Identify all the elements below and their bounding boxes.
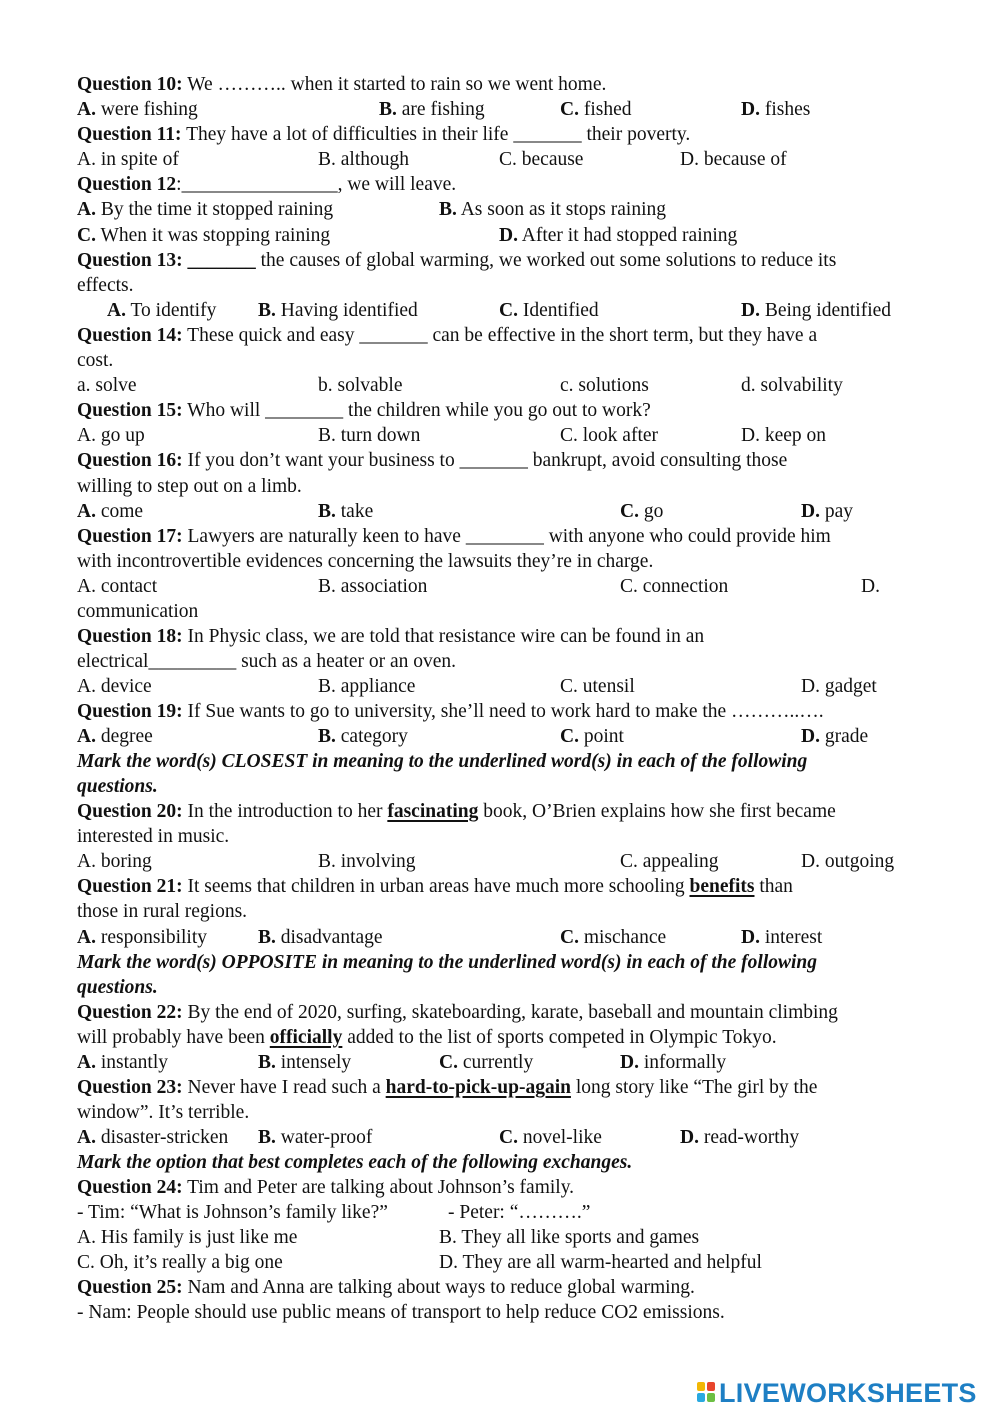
option-d-text[interactable]: communication <box>77 601 199 622</box>
question-text: We ……….. when it started to rain so we went home. <box>182 74 607 95</box>
question-number: Question 23: <box>77 1077 183 1098</box>
option-c[interactable]: C. go <box>620 501 664 522</box>
option-a[interactable]: A. boring <box>77 851 152 872</box>
option-b[interactable]: B. take <box>318 501 374 522</box>
option-d[interactable]: D. read-worthy <box>680 1127 800 1148</box>
option-c[interactable]: C. mischance <box>560 927 667 948</box>
option-c[interactable]: C. Oh, it’s really a big one <box>77 1252 283 1273</box>
question-19-options <box>0 724 1000 749</box>
question-17-options <box>0 574 1000 599</box>
question-17-cont: with incontrovertible evidences concerning the lawsuits they’re in charge. <box>77 551 654 572</box>
logo-square <box>697 1382 705 1391</box>
question-13-options <box>0 298 1000 323</box>
question-12: Question 12:________________, we will leave. <box>77 174 457 195</box>
option-c[interactable]: C. look after <box>560 425 659 446</box>
question-21-cont: those in rural regions. <box>77 901 248 922</box>
question-number: Question 16: <box>77 450 183 471</box>
underlined-word: officially <box>269 1027 343 1048</box>
dialogue-nam: - Nam: People should use public means of transport to help reduce CO2 emissions. <box>77 1302 725 1323</box>
option-c[interactable]: C. novel-like <box>499 1127 602 1148</box>
question-15: Question 15: Who will ________ the children while you go out to work? <box>77 400 651 421</box>
question-10 <box>0 72 1000 97</box>
answer-blank: _______ <box>359 325 428 346</box>
question-number: Question 19: <box>77 701 183 722</box>
question-14-cont: cost. <box>77 350 114 371</box>
question-14-options <box>0 373 1000 398</box>
question-22-cont: will probably have been officially added to the list of sports competed in Olympic Tokyo. <box>77 1027 777 1048</box>
answer-blank: ________________ <box>181 174 338 195</box>
question-15-options <box>0 423 1000 448</box>
question-14: Question 14: These quick and easy _______ can be effective in the short term, but they have a <box>77 325 818 346</box>
question-20-options <box>0 849 1000 874</box>
option-d[interactable]: D. Being identified <box>741 300 892 321</box>
option-a[interactable]: A. in spite of <box>77 149 179 170</box>
option-d[interactable]: D. They are all warm-hearted and helpful <box>439 1252 762 1273</box>
option-b[interactable]: B. appliance <box>318 676 416 697</box>
option-d[interactable]: D. outgoing <box>801 851 895 872</box>
question-number: Question 11: <box>77 124 182 145</box>
instruction-opposite-cont: questions. <box>77 977 158 998</box>
logo-mark-icon <box>697 1382 717 1404</box>
answer-blank: ________ <box>265 400 344 421</box>
option-b[interactable]: B. are fishing <box>379 99 485 120</box>
option-c[interactable]: C. appealing <box>620 851 719 872</box>
option-a[interactable]: A. instantly <box>77 1052 169 1073</box>
question-12-options-row1 <box>0 197 1000 222</box>
dialogue-peter: - Peter: “……….” <box>448 1202 591 1223</box>
option-d[interactable]: D. fishes <box>741 99 811 120</box>
option-c[interactable]: C. connection <box>620 576 729 597</box>
question-23: Question 23: Never have I read such a hard-to-pick-up-again long story like “The girl by the <box>77 1077 818 1098</box>
option-a[interactable]: A. go up <box>77 425 145 446</box>
option-b[interactable]: B. turn down <box>318 425 421 446</box>
liveworksheets-logo <box>697 1376 977 1410</box>
option-c[interactable]: C. fished <box>560 99 632 120</box>
logo-square <box>697 1393 705 1402</box>
option-b[interactable]: B. category <box>318 726 408 747</box>
option-b[interactable]: B. They all like sports and games <box>439 1227 700 1248</box>
instruction-closest-cont: questions. <box>77 776 158 797</box>
question-13: Question 13: _______ the causes of global warming, we worked out some solutions to reduce its <box>77 250 837 271</box>
question-22: Question 22: By the end of 2020, surfing, skateboarding, karate, baseball and mountain climbing <box>77 1002 838 1023</box>
question-number: Question 12 <box>77 174 177 195</box>
answer-blank: _______ <box>459 450 528 471</box>
question-18-cont: electrical_________ such as a heater or an oven. <box>77 651 457 672</box>
question-25-dialogue <box>0 1300 1000 1325</box>
question-20-cont: interested in music. <box>77 826 230 847</box>
option-d[interactable]: D. pay <box>801 501 853 522</box>
question-number: Question 25: <box>77 1277 183 1298</box>
option-d[interactable]: D. After it had stopped raining <box>499 225 738 246</box>
option-c[interactable]: C. When it was stopping raining <box>77 225 331 246</box>
underlined-word: fascinating <box>387 801 479 822</box>
question-number: Question 13: <box>77 250 183 271</box>
option-a[interactable]: A. come <box>77 501 144 522</box>
question-17: Question 17: Lawyers are naturally keen to have ________ with anyone who could provide him <box>77 526 831 547</box>
option-b[interactable]: B. water-proof <box>258 1127 373 1148</box>
question-number: Question 18: <box>77 626 183 647</box>
option-a[interactable]: A. device <box>77 676 152 697</box>
question-24-dialogue <box>0 1200 1000 1225</box>
question-16: Question 16: If you don’t want your business to _______ bankrupt, avoid consulting those <box>77 450 788 471</box>
option-b[interactable]: B. As soon as it stops raining <box>439 199 666 220</box>
option-b[interactable]: B. involving <box>318 851 416 872</box>
question-12-options-row2 <box>0 223 1000 248</box>
option-d[interactable]: D. because of <box>680 149 787 170</box>
option-b[interactable]: B. disadvantage <box>258 927 383 948</box>
question-21-options <box>0 925 1000 950</box>
option-a[interactable]: A. By the time it stopped raining <box>77 199 334 220</box>
answer-blank: _______ <box>182 250 256 271</box>
logo-square <box>707 1393 715 1402</box>
question-16-options <box>0 499 1000 524</box>
option-c[interactable]: c. solutions <box>560 375 649 396</box>
option-c[interactable]: C. because <box>499 149 584 170</box>
answer-blank: ________ <box>465 526 544 547</box>
question-10-options <box>0 97 1000 122</box>
question-23-cont: window”. It’s terrible. <box>77 1102 250 1123</box>
question-24: Question 24: Tim and Peter are talking about Johnson’s family. <box>77 1177 575 1198</box>
question-number: Question 22: <box>77 1002 183 1023</box>
option-a[interactable]: A. disaster-stricken <box>77 1127 229 1148</box>
option-b[interactable]: b. solvable <box>318 375 403 396</box>
option-a[interactable]: A. were fishing <box>77 99 198 120</box>
option-a[interactable]: A. To identify <box>107 300 217 321</box>
logo-text: LIVEWORKSHEETS <box>719 1377 977 1408</box>
answer-blank: _________ <box>148 651 237 672</box>
option-a[interactable]: A. contact <box>77 576 158 597</box>
question-17-option-d-cont <box>0 599 1000 624</box>
option-a[interactable]: A. His family is just like me <box>77 1227 298 1248</box>
question-number: Question 20: <box>77 801 183 822</box>
option-b[interactable]: B. intensely <box>258 1052 352 1073</box>
question-number: Question 15: <box>77 400 183 421</box>
option-d[interactable]: D. interest <box>741 927 823 948</box>
option-a[interactable]: A. responsibility <box>77 927 208 948</box>
question-13-cont: effects. <box>77 275 134 296</box>
instruction-closest: Mark the word(s) CLOSEST in meaning to the underlined word(s) in each of the following <box>77 751 808 772</box>
question-16-cont: willing to step out on a limb. <box>77 476 302 497</box>
option-b[interactable]: B. association <box>318 576 428 597</box>
instruction-opposite: Mark the word(s) OPPOSITE in meaning to the underlined word(s) in each of the following <box>77 952 818 973</box>
option-c[interactable]: C. point <box>560 726 624 747</box>
question-number: Question 21: <box>77 876 183 897</box>
question-11-options <box>0 147 1000 172</box>
underlined-word: benefits <box>689 876 755 897</box>
option-d[interactable]: D. <box>861 576 880 597</box>
option-d[interactable]: d. solvability <box>741 375 843 396</box>
question-number: Question 17: <box>77 526 183 547</box>
option-c[interactable]: C. currently <box>439 1052 534 1073</box>
question-25: Question 25: Nam and Anna are talking about ways to reduce global warming. <box>77 1277 695 1298</box>
dialogue-tim: - Tim: “What is Johnson’s family like?” <box>77 1202 388 1223</box>
option-d[interactable]: D. gadget <box>801 676 877 697</box>
option-b[interactable]: B. although <box>318 149 409 170</box>
question-18: Question 18: In Physic class, we are told that resistance wire can be found in an <box>77 626 705 647</box>
question-11: Question 11: They have a lot of difficulties in their life _______ their poverty. <box>77 124 691 145</box>
question-24-options-row2 <box>0 1250 1000 1275</box>
option-a[interactable]: a. solve <box>77 375 137 396</box>
instruction-exchange: Mark the option that best completes each of the following exchanges. <box>77 1152 633 1173</box>
question-number: Question 10: <box>77 74 183 95</box>
question-24-options-row1 <box>0 1225 1000 1250</box>
question-21: Question 21: It seems that children in urban areas have much more schooling benefits than <box>77 876 793 897</box>
option-d[interactable]: D. grade <box>801 726 869 747</box>
question-23-options <box>0 1125 1000 1150</box>
option-c[interactable]: C. Identified <box>499 300 599 321</box>
logo-square <box>707 1382 715 1391</box>
option-a[interactable]: A. degree <box>77 726 153 747</box>
question-20: Question 20: In the introduction to her fascinating book, O’Brien explains how she first became <box>77 801 836 822</box>
option-c[interactable]: C. utensil <box>560 676 635 697</box>
question-number: Question 24: <box>77 1177 183 1198</box>
option-d[interactable]: D. informally <box>620 1052 727 1073</box>
option-d[interactable]: D. keep on <box>741 425 827 446</box>
question-number: Question 14: <box>77 325 183 346</box>
question-22-options <box>0 1050 1000 1075</box>
underlined-word: hard-to-pick-up-again <box>385 1077 571 1098</box>
answer-blank: _______ <box>513 124 582 145</box>
question-18-options <box>0 674 1000 699</box>
question-19: Question 19: If Sue wants to go to university, she’ll need to work hard to make the ………..…. <box>77 701 824 722</box>
option-b[interactable]: B. Having identified <box>258 300 418 321</box>
